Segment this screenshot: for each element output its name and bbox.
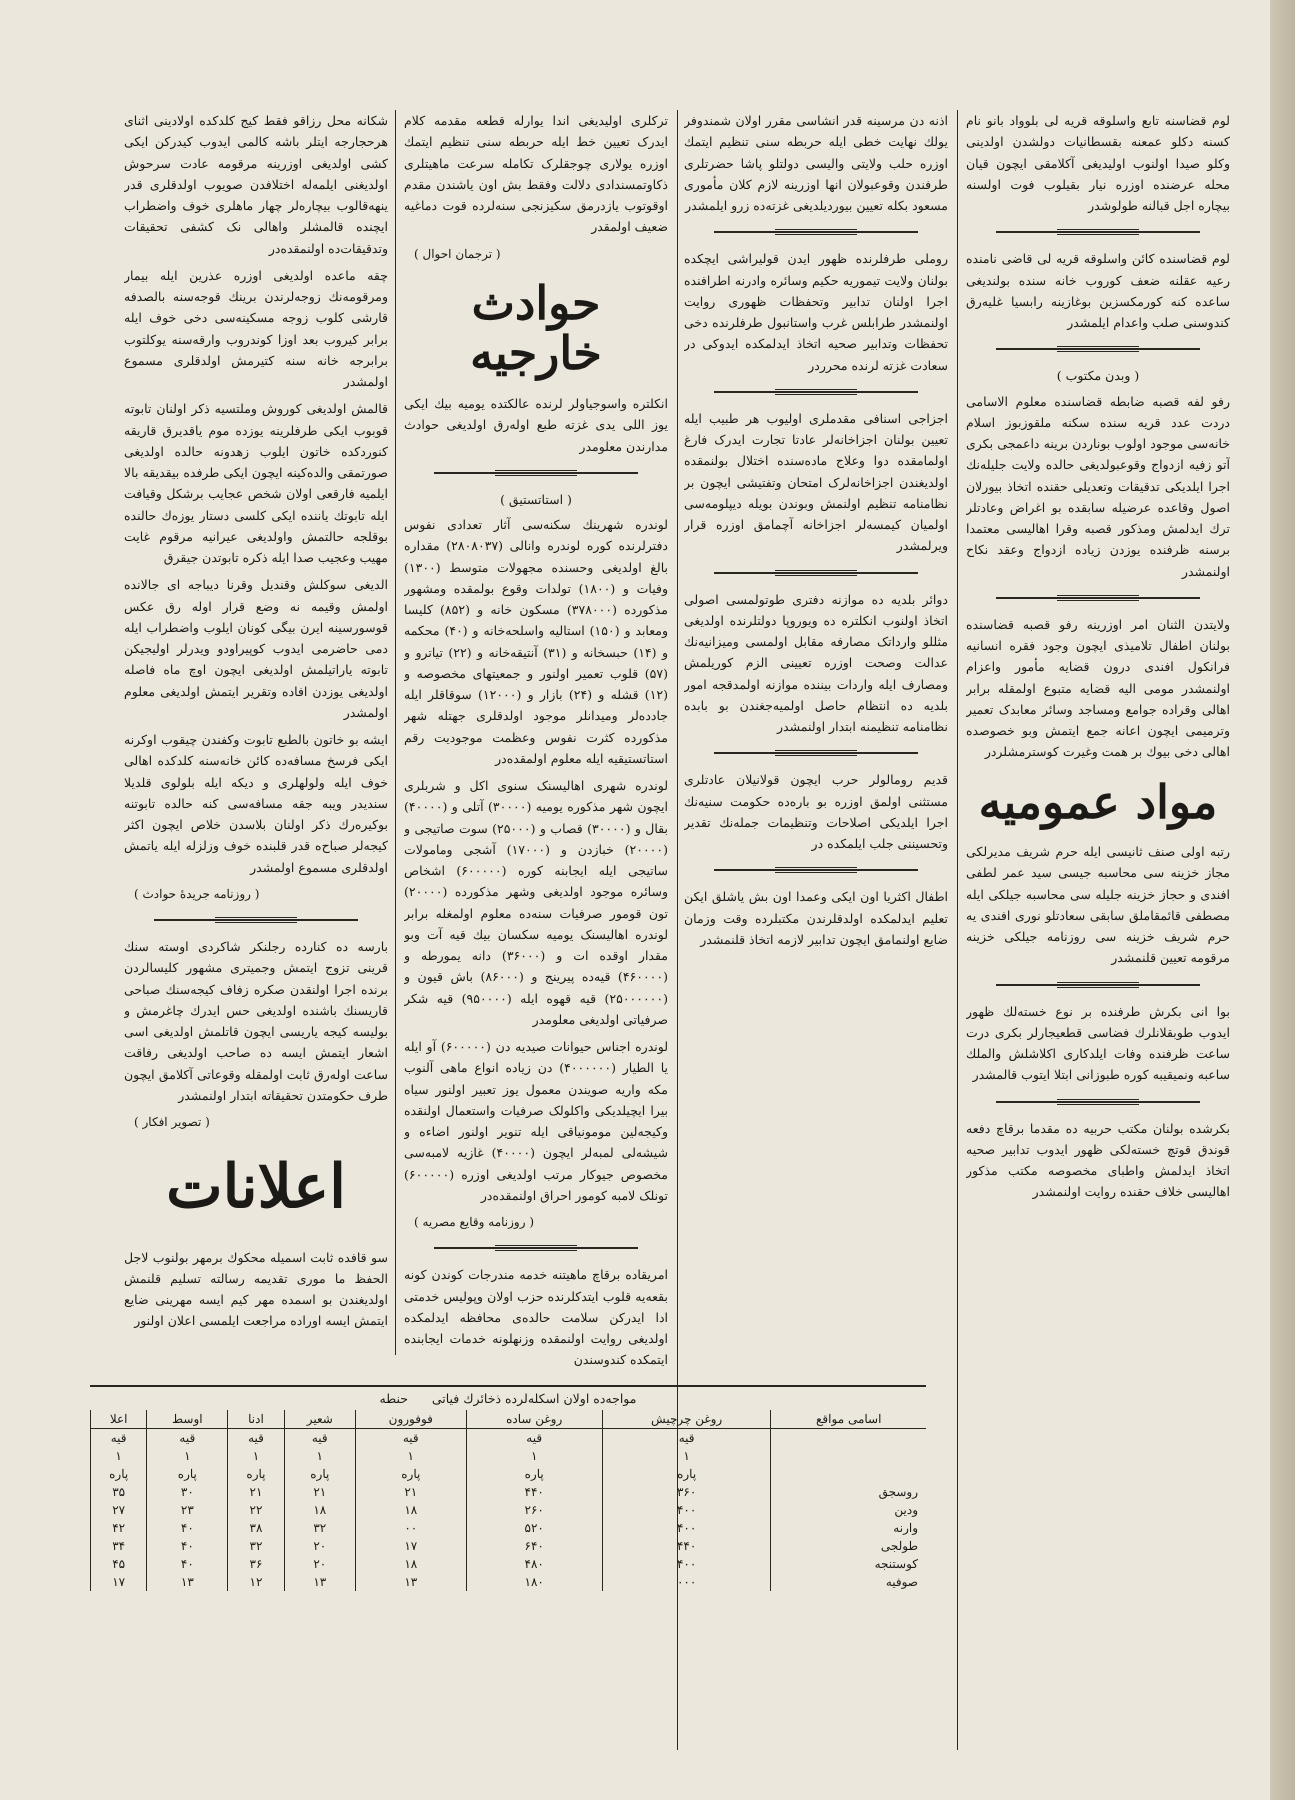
table-row: [91, 1555, 927, 1573]
table-row: [91, 1537, 927, 1555]
table-cell: ۴۸۰: [466, 1555, 602, 1573]
table-header-cell: اعلا: [91, 1410, 147, 1429]
column-rule: [395, 110, 396, 1355]
article-paragraph: شکانه محل رزاقو فقط کیج کلدکده اولادینی اثنای هرحجارجه ایتلر باشه کالمی ایدوب کیدرکن ایکی کشی اولدیغی اوزرینه مرقومه عادت سرحوش اولدیغنی ایلمه‌له اختلافدن صویوب اولدقلری قدر ینهه‌قالوب بیچاره‌لر چهار ماهلری خوف واضطراب ایچنده قالمشلر واهالی نک کشفی تحقیقات وتدقیقات‌ده اولنمقده‌در: [124, 113, 388, 256]
separator: [714, 864, 918, 876]
table-header-cell: روغن ساده: [466, 1410, 602, 1429]
table-cell: ۱: [355, 1447, 466, 1465]
table-cell-place: طولجی: [771, 1537, 926, 1555]
table-row: [91, 1573, 927, 1591]
table-cell: ۲۰: [284, 1555, 355, 1573]
article-source: ( روزنامه جریدهٔ حوادث ): [134, 886, 260, 901]
table-cell: ۰۰۰: [602, 1573, 771, 1591]
table-cell: ۱۸: [355, 1555, 466, 1573]
separator: [996, 343, 1200, 355]
table-header-cell: فوفورون: [355, 1410, 466, 1429]
table-cell: قیه: [355, 1429, 466, 1448]
separator: [434, 1242, 638, 1254]
table-cell: ۱۸۰: [466, 1573, 602, 1591]
table-cell: ۱۳: [284, 1573, 355, 1591]
separator: [154, 914, 358, 926]
table-row: [91, 1501, 927, 1519]
article-paragraph: لوندره اجناس حیوانات صیدیه دن (۶۰۰۰۰۰) آو ایله یا الطیار (۴۰۰۰۰۰۰) دن زیاده انواع ماهی آلنوب مکه واریه صویندن معمول یوز تعبیر اولنور سیاه بیرا ایچیلدیکی واکلولک صرفیات واستعمال اولنقده وکیجه‌لین مومونیاقی ایله تنویر اولنور اضاءه و شیشه‌لی لمبه‌لر ایچون (۴۰۰۰۰) غازیه لامبه‌سی مخصوص جیوکار مرتب اولدیغی اوزره (۶۰۰۰۰۰) تونلک لامبه کومور احراق اولنمقده‌در: [404, 1039, 668, 1203]
article-paragraph: ایشه بو خاتون بالطبع تابوت وکفندن چیقوب اوکرنه ایکی فرسخ مسافه‌ده کائن خانه‌سنه کلدکده اهالی خوف ایله ولولهلری و دیکه ایله بلولوی قلدیلا سندیدر ویبه جقه مسافه‌سی کنه حالده تابوتنه بوکیره‌رك ذکر اولنان بلاسدن خلاص ایچون اکثر کیجه‌لر صباح‌ه قدر قلبنده خوف وزلزله ایله یاتمش اولدقلری مسموع اولمشدر: [124, 732, 388, 875]
section-heading-announcements: اعلانات: [166, 1151, 346, 1222]
separator: [996, 979, 1200, 991]
article-source: ( تصویر افکار ): [134, 1115, 210, 1130]
column-rule: [957, 110, 958, 1750]
article-source: ( وبدن مکتوب ): [1056, 368, 1140, 384]
separator: [996, 1096, 1200, 1108]
table-cell: پاره: [355, 1465, 466, 1483]
table-cell: ۱۲: [228, 1573, 284, 1591]
table-para-row: [91, 1465, 927, 1483]
table-cell: ۴۰۰: [602, 1555, 771, 1573]
article-paragraph: بکرشده بولنان مکتب حربیه ده مقدما برقاچ دفعه قوندق قوتچ خسته‌لکی ظهور ایدوب تدابیر صحیه اتخاذ ایدلمش واطبای مخصوصه مکتب مذکور اهالیسی خلاف حقنده روایت اولنمشدر: [966, 1120, 1230, 1200]
table-cell: ۱: [91, 1447, 147, 1465]
table-cell: ۱۸: [284, 1501, 355, 1519]
table-cell: ۳۲: [228, 1537, 284, 1555]
table-cell: ۲۶۰: [466, 1501, 602, 1519]
table-cell: قیه: [228, 1429, 284, 1448]
table-cell: ۱۷: [91, 1573, 147, 1591]
table-cell-place: ودین: [771, 1501, 926, 1519]
separator: [434, 467, 638, 479]
table-cell: ۲۳: [147, 1501, 228, 1519]
column-1: [966, 110, 1230, 1750]
article-paragraph: ترکلری اولیدیغی اندا یوارله قطعه مقدمه کلام ایدرک تعیین خط ایله حربطه سنی تنظیم ایتمك اوزره یولاری چوجقلرک تکامله سرعت ماهیتلری ذکاوتمسندادی دلالت وفقط بش اون یاشندن مقدم اوقوتوب یازدرمق سکیزنجی سنه‌لرده قوت دماغیه ضعیف اولمقدر: [404, 113, 668, 235]
table-header-cell: اسامی مواقع: [771, 1410, 926, 1429]
column-4: [124, 110, 388, 1355]
article-paragraph: لوندره شهری اهالیسنک سنوی اکل و شربلری ایچون شهر مذکوره یومیه (۳۰۰۰۰) آتلی و (۴۰۰۰۰) بقال و (۳۰۰۰۰) قصاب و (۲۵۰۰۰) سوت صاتیجی و (۲۰۰۰۰) خبازدن و (۱۷۰۰۰) آشجی ومامولات ساتیجی ایله ایجابنه کوره (۶۰۰۰۰۰) اشخاص وسائره موجود اولدیغی وشهر مذکورده (۲۰۰۰۰) تون قومور صرفیات سنه‌ده معلوم اولمغله برابر لوندره اهالیسنک یومیه سکسان بیك قیه آت وبو مقدار اوقده ات و (۳۶۰۰۰) دانه یمورطه و (۴۶۰۰۰۰) قیه‌ده پیرینج و (۸۶۰۰۰) باش قیون و (۲۵۰۰۰۰۰۰) قیه قهوه ایله (۹۵۰۰۰۰) قیه شکر صرفیاتی اولدیغی معلومدر: [404, 778, 668, 1027]
article-paragraph: لوندره شهرینك سکنه‌سی آثار تعدادی نفوس دفترلرنده کوره لوندره وانالی (۲۸۰۸۰۳۷) مقداره بالغ اولدیغی وحسنده مجهولات متوسط (۱۳۰۰) وفیات و (۱۸۰۰) تولدات وقوع بولمقده ومشهور مذکورده (۳۷۸۰۰۰) مسکون خانه و (۸۵۲) کلیسا ومعابد و (۱۵۰) استالیه واسلحه‌خانه و (۴۰) محکمه و (۱۴) حبسخانه و (۳۱) آنتیقه‌خانه و (۲۲) تیاترو و (۵۷) قلوب تعمیر اولنور و جمعیتهای مخصوصه و (۱۲) قشله و (۲۴) بازار و (۱۲۰۰۰) سوقاقلر ایله جادده‌لر ومیدانلر موجود اولدقلری جهتله شهر مذکورده کثرت نفوس وعظمت موجودیت رقم استاتستیقیه ایله معلوم اولمقده‌در: [404, 517, 668, 766]
table-cell: ۱: [228, 1447, 284, 1465]
article-paragraph: بارسه ده کنارده رجلنکر شاکردی اوسته سنك قرینی تزوج ایتمش وجمیتری مشهور کلیسالردن برنده اجرا اولنقدن صکره زفاف کیجه‌سنك صباحی قاریسنك باشنده اولدیغی حس ایدرك چاغرمش و بولیسه کیجه یاریسی ایچون قاتلمش اولدیغی اسی اشعار ایتمش ایسه ده صاحب اولدیغی رفاقت ساعت اوله‌رق ثابت اولمقله وقوعاتی آکلامق ایچون طرف حکومتدن تحقیقاته ابتدار اولنمشدر: [124, 939, 388, 1103]
table-cell: ۴۲: [91, 1519, 147, 1537]
table-cell-place: صوفیه: [771, 1573, 926, 1591]
table-cell: پاره: [147, 1465, 228, 1483]
table-header-cell: اوسط: [147, 1410, 228, 1429]
article-paragraph: اطفال اکثریا اون ایکی وعمدا اون بش یاشلق ایکن تعلیم ایدلمکده اولدقلرندن مکتبلرده وقت وزمان ضایع اولنمامق ایچون تدابیر لازمه اتخاذ قلنمشدر: [684, 889, 948, 947]
table-cell: قیه: [466, 1429, 602, 1448]
article-paragraph: اذنه دن مرسینه قدر انشاسی مقرر اولان شمندوفر یولك نهایت خطی ایله حربطه سنی تنظیم ایتمك اوزره حلب ولایتی والیسی دولتلو پاشا حضرتلری طرفندن وقوعبولان انها اوزرینه لازم کلان مأموری مسعود بکله تعیین بیوردیلدیغی غزته‌ده زرو ایلمشدر: [684, 113, 948, 213]
table-cell: ۶۴۰: [466, 1537, 602, 1555]
table-row: [91, 1519, 927, 1537]
table-cell: ۴۰: [147, 1555, 228, 1573]
announcement-paragraph: سو قافده ثابت اسمیله محکوك برمهر بولنوب لاجل الحفظ ما موری تقدیمه رسالته تسلیم قلنمش اولدیغندن بو اسمده مهر کیم ایسه مهرینی ضایع ایتمش ایسه اوراده مراجعت ایلمسی اعلان اولنور: [124, 1249, 388, 1329]
table-cell: ۲۷: [91, 1501, 147, 1519]
table-cell: ۲۲: [228, 1501, 284, 1519]
table-cell: ۴۰۰: [602, 1501, 771, 1519]
table-header-cell: ادنا: [228, 1410, 284, 1429]
table-cell: ۳۸: [228, 1519, 284, 1537]
article-paragraph: ولایتدن الثنان امر اوزرینه رفو قصبه قضاسنده بولنان اطفال تلامیذی ایچون وجود فقره انسانیه فرانکول افندی درون قضایه مأمور واعزام اولنمشدر مومی الیه قضایه متبوع اولمقله برابر اهالی وقراده جوامع ومساجد وسائر معابدک تعمیر وترمیمی ایچون اعانه جمع ایتمش وبو خصوصده اهالی دخی بیوك بر همت وغیرت کوسترمشلردر: [966, 616, 1230, 760]
table-title-text: مواجه‌ده اولان اسکله‌لرده ذخائرك فیاتی: [431, 1391, 637, 1406]
table-title: [90, 1391, 926, 1406]
table-unit-row: [91, 1429, 927, 1448]
grain-price-table-section: [90, 1385, 926, 1717]
table-cell: پاره: [602, 1465, 771, 1483]
table-cell: ۲۱: [355, 1483, 466, 1501]
table-cell: ۱۳: [147, 1573, 228, 1591]
column-3: [404, 110, 668, 1375]
article-paragraph: انکلتره واسوجیاولر لرنده عالکتده یومیه بیك ایکی یوز اللی یدی غزته طبع اوله‌رق اولدیغی حوادث مدارندن معلومدر: [404, 396, 668, 454]
table-cell-place: کوستنجه: [771, 1555, 926, 1573]
table-qty-row: [91, 1447, 927, 1465]
article-paragraph: اجزاجی اسنافی مقدملری اولیوب هر طبیب ایله تعیین بولنان اجزاخانه‌لر عادتا تجارت ایدرک فارغ اولمامقده دوا وعلاج ماده‌سنده اختلال بولنمقده اولدیغندن اجزاخانه‌لرک امتحان وتفتیشی ایچون بر نظامنامه تنظیم اولنمش وبوندن بویله دیپلومه‌سی اولمیان کیمسه‌لر اجزاخانه آچمامق اوزره قرار ویرلمشدر: [684, 410, 948, 554]
table-cell: ۲۰: [284, 1537, 355, 1555]
table-cell: ۳۶: [228, 1555, 284, 1573]
table-cell: ۲۱: [228, 1483, 284, 1501]
table-cell: ۵۲۰: [466, 1519, 602, 1537]
table-cell: ۴۴۰: [602, 1537, 771, 1555]
table-cell: ۱۳: [355, 1573, 466, 1591]
section-heading-general: مواد عمومیه: [978, 774, 1218, 829]
article-paragraph: روملی طرفلرنده ظهور ایدن قولیراشی ایچکده بولنان ولایت تیموریه حکیم وسائره وادرنه اطرافنده اجرا اولنان تدابیر وتحفظات ظهوری روایت اولنمشدر طرابلس غرب واستانبول طرفلرنده دخی تحفظات وتدابیر صحیه اتخاذ ایدلمکده ایدوکی در سعادت غزته لرنده محرردر: [684, 251, 948, 373]
table-cell: ۳۰: [147, 1483, 228, 1501]
table-cell: ۴۰: [147, 1537, 228, 1555]
table-cell: ۱: [147, 1447, 228, 1465]
table-cell: قیه: [284, 1429, 355, 1448]
table-cell: ۱: [466, 1447, 602, 1465]
table-cell: قیه: [602, 1429, 771, 1448]
separator: [714, 226, 918, 238]
table-cell: ۱: [602, 1447, 771, 1465]
table-cell: ۰۰: [355, 1519, 466, 1537]
article-paragraph: امریقاده برقاچ ماهیتنه خدمه مندرجات کوندن کونه بقعه‌یه قلوب ایتدکلرنده حزب اولان وپولیس خدمتی ادا ایدرکن سلامت حالده‌ی محافظه ایدلمکده اولدیغی روایت اولنمقده وزنهلونه خدمات ایجابنده ایتمکده کندوسندن: [404, 1267, 668, 1368]
table-cell-place: روسجق: [771, 1483, 926, 1501]
table-header-cell: شعیر: [284, 1410, 355, 1429]
separator: [996, 592, 1200, 604]
table-cell: پاره: [466, 1465, 602, 1483]
table-cell: پاره: [284, 1465, 355, 1483]
article-paragraph: قدیم رومالولر حرب ایچون قولانیلان عادتلری مستثنی اولمق اوزره بو باره‌ده حکومت سنیه‌نك اجرا ایلدیکی اصلاحات وتنظیمات جمله‌نك تقدیر وتحسیننی جلب ایلمکده در: [684, 772, 948, 851]
table-cell: ۱۷: [355, 1537, 466, 1555]
table-cell: پاره: [91, 1465, 147, 1483]
table-cell: ۲۱: [284, 1483, 355, 1501]
table-cell-place: وارنه: [771, 1519, 926, 1537]
table-cell: [771, 1465, 926, 1483]
article-source: ( ترجمان احوال ): [414, 246, 501, 261]
article-paragraph: رفو لفه قصبه ضابطه قضاسنده معلوم الاسامی دردت عدد قریه سنده سکنه ملقوزبوز اسلام خانه‌سی موجود اولوب بوناردن برینه داعمجی بکری آتو زفیه ازدواج وقوعبولدیغی حالده ولایت جلیله‌نك اجرا ایلدیکی تدقیقات وتعدیلی حقنده اتخاذ بیورلان اصول وقاعده عرضیله سابقده بو اغراض وعادتلر ترك ایدلمش ومذکور قصبه وقرا اهالیسی معتمدا برسنه ظرفنده یوزدن زیاده ازدواج وعقد نکاح اولنمشدر: [966, 393, 1230, 579]
table-cell: ۴۰: [147, 1519, 228, 1537]
table-header-row: [91, 1410, 927, 1429]
article-paragraph: لوم قضاسنده کائن واسلوقه قریه لی قاضی نامنده رعیه عقلنه ضعف کوروب خانه سنده بولندیغی ساعده کنه کورمکسزین بوغازینه رابسیا غلیه‌رق کندوسنی صلب واعدام ایلمشدر: [966, 251, 1230, 330]
table-cell: ۱: [284, 1447, 355, 1465]
page-edge: [1270, 0, 1295, 1800]
table-cell: قیه: [91, 1429, 147, 1448]
table-cell: ۳۵: [91, 1483, 147, 1501]
article-paragraph: رتبه اولی صنف ثانیسی ایله حرم شریف مدیرلکی مجاز خزینه سی محاسبه جیسی سید عمر لطفی افندی و حجاز خزینه جلیله سی محاسبه جیلکی ایله مصطفی قائمقاملق سابقی سعادتلو نوری افندی یه حرم شریف خزینه سی روزنامه جیلکی خزینه مرقومه تعیین قلنمشدر: [966, 844, 1230, 966]
column-2: [684, 110, 948, 1400]
table-cell: ۴۴۰: [466, 1483, 602, 1501]
section-heading-foreign-news: حوادث خارجیه: [470, 275, 602, 381]
table-cell: ۳۲: [284, 1519, 355, 1537]
table-cell: ۱۸: [355, 1501, 466, 1519]
newspaper-page: [90, 110, 1230, 1750]
article-paragraph: قالمش اولدیغی کوروش وملتسیه ذکر اولنان تابوته قوبوب ایکی طرفلرینه یوزده موم یاقدیرق قاریقه کنوردکده خاتون ایلوب زهدونه حالده اولدیغی صورتمقی والده‌کینه ایچون ایکی طرفده بیقدیقه بالا ایلمیه فارقعی اولان شخص عجایب برشکل وقیافت ایله تابوتك ياننده ایکی کلسی دستار یوزه‌ك حالنده بوقلجه حالتمش واولدیغی عیرانیه مرقوم غایت مهیب وعجیب صدا ایله ذکره تابوتدن جیقرق: [124, 401, 388, 565]
table-cell: [771, 1429, 926, 1448]
table-cell: ۴۵: [91, 1555, 147, 1573]
article-paragraph: الدیغی سوکلش وقندیل وقرنا دیباجه ای جالانده اولمش وقیمه نه وضع قرار اوله رق عکس قوسورسینه ایرن بیگی کونان ایلوب واضطراب ایله دمی حاضرمی ایدوب کوپیراودو ویدرلر اولیجیکن تابوته یاراتیلمش اولدیغی ایچون اوچ ماه فاصله اولدیغی یوزدن افاده وتقریر ایتمش اولدیغی معلوم اولمشدر: [124, 577, 388, 720]
table-cell: ۳۴: [91, 1537, 147, 1555]
table-unit-label: حنطه: [379, 1391, 408, 1406]
table-cell: قیه: [147, 1429, 228, 1448]
separator: [714, 386, 918, 398]
article-subheading: ( استاتستیق ): [500, 491, 572, 507]
separator: [714, 747, 918, 759]
article-source: ( روزنامه وقایع مصریه ): [414, 1215, 535, 1230]
article-paragraph: لوم قضاسنه تابع واسلوقه قریه لی بلوواد بانو نام کسنه دکلو عمعنه بقسطانیات دولشدن اولدینی وکلو صیدا اولنوب اولیدیغی آکلامقی ایچون قیان محله عرضنده اوزره نیار بقیلوب فوت اولسنه بیچاره اجل قبالنه طولوشدر: [966, 113, 1230, 213]
table-cell: پاره: [228, 1465, 284, 1483]
table-row: [91, 1483, 927, 1501]
article-paragraph: بوا انی بکرش طرفنده بر نوع خسته‌لك ظهور ایدوب طوبقلانلرك فضاسی قطعیجارلر بکری درت ساعت ظرفنده وفات ایلدکاری اکلاشلش والملك ساعبه ونمیقیبه کوره طبوزانی ابتلا ایتوب قالمشدر: [966, 1003, 1230, 1083]
table-cell: [771, 1447, 926, 1465]
separator: [996, 226, 1200, 238]
grain-price-table: [90, 1410, 926, 1591]
table-header-cell: روغن چرچیش: [602, 1410, 771, 1429]
table-cell: ۳۶۰: [602, 1483, 771, 1501]
separator: [714, 567, 918, 579]
article-paragraph: دوائر بلدیه ده موازنه دفتری طوتولمسی اصولی اتخاذ اولنوب انکلتره ده ویوروپا دولتلرنده اولدیغی مثللو وارداتک مصارفه مقابل اولمسی ومیزانیه‌نك عدالت وصحت اوزره تعیینی الزم کوریلمش ومصارف ایله واردات بیننده موازنه اولمدقجه امور بلدیه ده انتظام حاصل اولمیه‌جغندن بو بابده نظامنامه تنظیمنه ابتدار اولنمشدر: [684, 591, 948, 734]
article-paragraph: چقه ماعده اولدیغی اوزره عذرین ایله بیمار ومرقومه‌نك زوجه‌لرندن برینك قوجه‌سنه بالصدفه قارشی کلوب زوجه مسکینه‌سی دخی خوف ایله برابر کیروب بعد اوزا کوندروب وارقه‌سنه یوکلتوب برابرجه خانه سنه کتیرمش اولدقلری مسموع اولمشدر: [124, 267, 388, 389]
table-cell: ۴۰۰: [602, 1519, 771, 1537]
